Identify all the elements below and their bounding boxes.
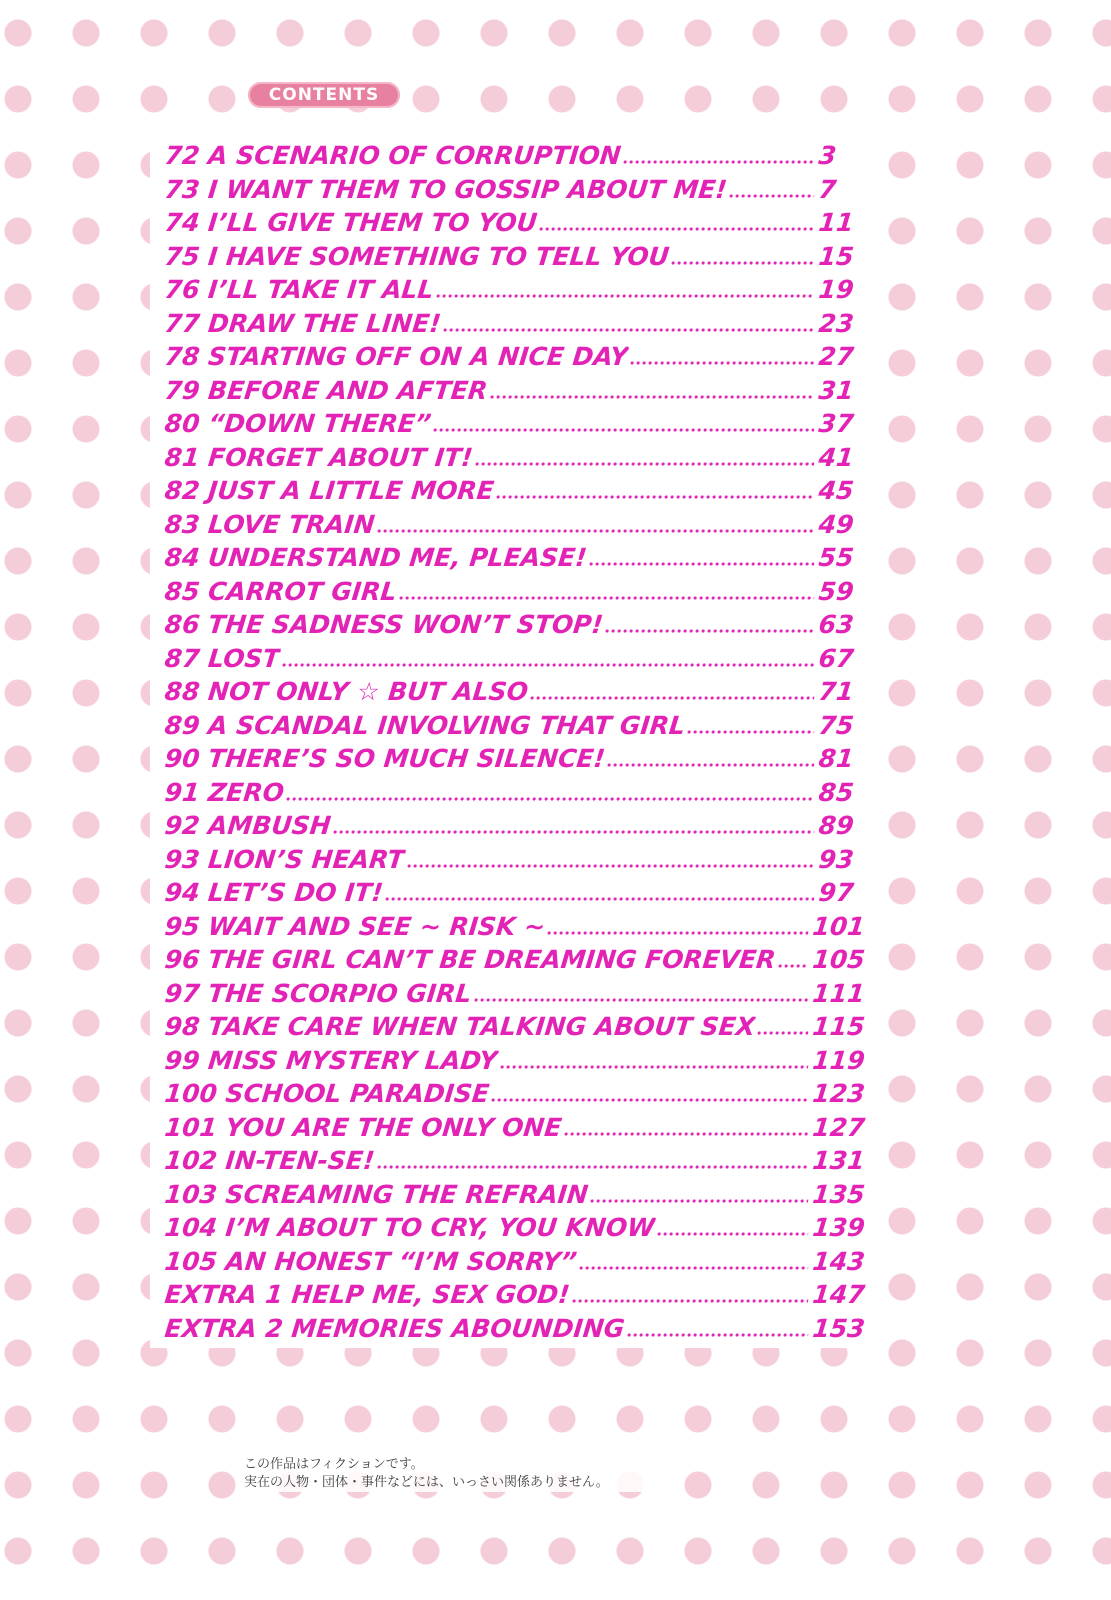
toc-entry-title: 84 UNDERSTAND ME, PLEASE! [163,542,589,572]
dot-leader [473,997,809,1001]
toc-entry [163,640,867,674]
toc-entry-page: 135 [811,1179,867,1208]
toc-entry [163,807,867,841]
toc-entry-title: 98 TAKE CARE WHEN TALKING ABOUT SEX [163,1011,757,1041]
toc-entry-title: 93 LION’S HEART [163,844,407,873]
toc-entry [163,941,867,975]
toc-entry [163,539,867,573]
dot-leader [622,160,814,164]
disclaimer-line-1: この作品はフィクションです。 [244,1457,424,1472]
dot-leader [728,193,814,197]
toc-entry [163,171,867,205]
toc-entry-page: 45 [817,475,856,505]
toc-entry-title: 99 MISS MYSTERY LADY [163,1045,499,1074]
toc-entry-title: 81 FORGET ABOUT IT! [163,442,475,471]
toc-entry [163,1276,867,1310]
toc-entry-page: 143 [811,1246,867,1275]
toc-entry [163,1176,867,1210]
toc-entry-title: 95 WAIT AND SEE ~ RISK ~ [163,911,547,940]
toc-entry-page: 59 [817,576,856,605]
toc-entry-title: 102 IN-TEN-SE! [163,1145,377,1175]
dot-leader [686,729,814,733]
toc-entry-page: 31 [817,375,856,404]
toc-entry [163,673,867,707]
toc-entry [163,204,867,238]
toc-entry [163,841,867,875]
toc-entry-page: 41 [817,442,856,471]
toc-entry-page: 19 [817,274,856,304]
toc-entry-title: EXTRA 2 MEMORIES ABOUNDING [163,1313,627,1342]
dot-leader [285,796,814,800]
toc-entry [163,1042,867,1076]
dot-leader [546,930,808,934]
dot-leader [281,662,815,666]
dot-leader [563,1131,808,1135]
toc-entry-title: 87 LOST [163,643,282,672]
dot-leader [384,897,814,901]
toc-entry-page: 111 [811,978,867,1007]
toc-entry-title: 76 I’LL TAKE IT ALL [163,274,436,304]
toc-entry [163,472,867,506]
dot-leader [626,1332,809,1336]
toc-entry-title: 73 I WANT THEM TO GOSSIP ABOUT ME! [163,174,729,203]
toc-entry [163,439,867,473]
toc-entry-title: EXTRA 1 HELP ME, SEX GOD! [163,1279,572,1309]
toc-entry-title: 105 AN HONEST “I’M SORRY” [163,1246,579,1275]
toc-entry [163,506,867,540]
toc-entry-page: 101 [811,911,867,940]
toc-entry [163,405,867,439]
toc-entry-page: 115 [811,1011,867,1041]
dot-leader [442,327,814,331]
dot-leader [406,863,815,867]
toc-entry-title: 86 THE SADNESS WON’T STOP! [163,609,605,639]
toc-entry-page: 71 [817,676,856,706]
table-of-contents [165,137,865,1343]
toc-entry-title: 75 I HAVE SOMETHING TO TELL YOU [163,241,671,270]
toc-entry [163,1243,867,1277]
toc-entry-title: 104 I’M ABOUT TO CRY, YOU KNOW [163,1212,657,1242]
toc-entry [163,573,867,607]
toc-entry [163,305,867,339]
toc-entry-title: 83 LOVE TRAIN [163,509,377,538]
toc-entry [163,975,867,1009]
toc-entry [163,1209,867,1243]
dot-leader [588,562,814,566]
toc-entry-page: 15 [817,241,856,270]
toc-entry [163,1109,867,1143]
dot-leader [529,696,814,700]
toc-entry-title: 74 I’LL GIVE THEM TO YOU [163,207,539,237]
dot-leader [604,629,814,633]
toc-entry [163,137,867,171]
toc-entry-title: 92 AMBUSH [163,810,333,840]
toc-entry [163,874,867,908]
dot-leader [432,428,814,432]
toc-entry-page: 37 [817,408,856,438]
dot-leader [490,1098,808,1102]
disclaimer-line-2: 実在の人物・団体・事件などには、いっさい関係ありません。 [244,1475,609,1490]
toc-entry-title: 77 DRAW THE LINE! [163,308,443,337]
dot-leader [376,1165,808,1169]
toc-entry-page: 81 [817,743,856,773]
dot-leader [499,1064,809,1068]
toc-entry [163,740,867,774]
toc-entry-title: 100 SCHOOL PARADISE [163,1078,491,1108]
toc-entry-page: 153 [811,1313,867,1342]
dot-leader [777,964,808,968]
toc-entry-page: 67 [817,643,856,672]
toc-entry [163,1142,867,1176]
toc-entry-title: 82 JUST A LITTLE MORE [163,475,496,505]
dot-leader [756,1031,808,1035]
dot-leader [606,763,814,767]
toc-entry-page: 147 [811,1279,867,1309]
toc-entry-title: 94 LET’S DO IT! [163,877,385,907]
fiction-disclaimer [244,1456,664,1492]
toc-entry [163,707,867,741]
toc-entry [163,1310,867,1344]
toc-entry-title: 80 “DOWN THERE” [163,408,433,438]
toc-entry-page: 119 [811,1045,867,1074]
toc-entry-page: 49 [817,509,856,538]
toc-entry [163,606,867,640]
toc-entry-title: 78 STARTING OFF ON A NICE DAY [163,341,630,371]
toc-entry-title: 96 THE GIRL CAN’T BE DREAMING FOREVER [163,944,778,974]
toc-entry-title: 103 SCREAMING THE REFRAIN [163,1179,590,1208]
dot-leader [629,361,814,365]
toc-entry-page: 3 [817,140,838,170]
toc-entry-page: 63 [817,609,856,639]
toc-entry [163,372,867,406]
toc-entry-title: 89 A SCANDAL INVOLVING THAT GIRL [163,710,687,739]
toc-entry [163,1008,867,1042]
toc-entry-title: 88 NOT ONLY ☆ BUT ALSO [163,676,530,706]
toc-entry-title: 91 ZERO [163,777,286,806]
toc-entry-page: 123 [811,1078,867,1108]
toc-entry [163,238,867,272]
dot-leader [489,394,815,398]
contents-badge: CONTENTS [248,82,400,108]
toc-entry [163,1075,867,1109]
toc-entry-page: 55 [817,542,856,572]
toc-entry-page: 27 [817,341,856,371]
dot-leader [332,830,814,834]
toc-entry-title: 79 BEFORE AND AFTER [163,375,489,404]
toc-entry-page: 7 [817,174,838,203]
toc-entry-page: 89 [817,810,856,840]
dot-leader [538,227,814,231]
dot-leader [670,260,814,264]
dot-leader [398,595,815,599]
dot-leader [474,461,815,465]
toc-entry-page: 97 [817,877,856,907]
toc-entry-title: 101 YOU ARE THE ONLY ONE [163,1112,564,1141]
toc-entry [163,774,867,808]
dot-leader [578,1265,808,1269]
toc-entry-page: 11 [817,207,856,237]
toc-entry-page: 105 [811,944,867,974]
toc-entry [163,338,867,372]
toc-entry-page: 23 [817,308,856,337]
toc-entry-title: 85 CARROT GIRL [163,576,399,605]
dot-leader [571,1299,808,1303]
toc-entry-page: 75 [817,710,856,739]
toc-entry-page: 139 [811,1212,867,1242]
dot-leader [495,495,814,499]
toc-entry-page: 131 [811,1145,867,1175]
toc-entry-title: 90 THERE’S SO MUCH SILENCE! [163,743,607,773]
toc-entry-title: 72 A SCENARIO OF CORRUPTION [163,140,623,170]
toc-entry-title: 97 THE SCORPIO GIRL [163,978,474,1007]
toc-entry-page: 93 [817,844,856,873]
dot-leader [435,294,815,298]
toc-entry [163,271,867,305]
dot-leader [376,528,815,532]
toc-entry-page: 127 [811,1112,867,1141]
dot-leader [656,1232,808,1236]
dot-leader [589,1198,808,1202]
toc-entry [163,908,867,942]
toc-entry-page: 85 [817,777,856,806]
